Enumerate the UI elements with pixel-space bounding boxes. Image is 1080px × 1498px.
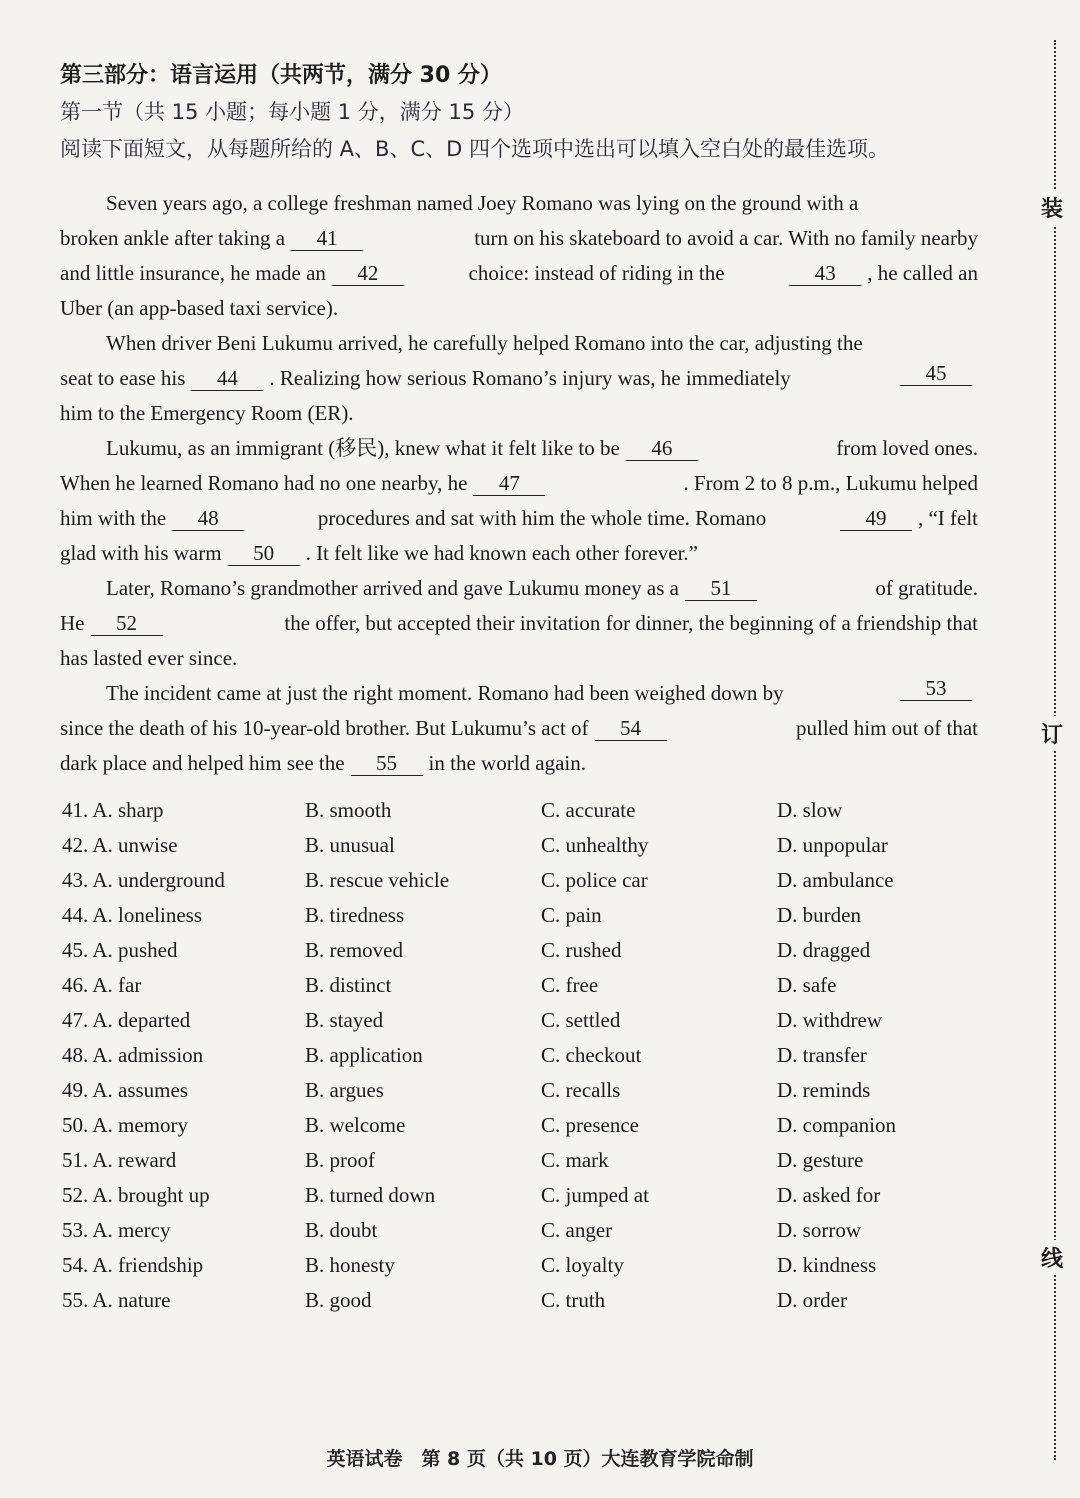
passage-line: Uber (an app-based taxi service).	[60, 296, 339, 320]
blank-44: 44	[191, 366, 263, 391]
page-footer: 英语试卷 第 8 页（共 10 页）大连教育学院命制	[326, 1448, 754, 1470]
passage-line: When he learned Romano had no one nearby, he 47 . From 2 to 8 p.m., Lukumu helped	[60, 471, 978, 495]
binding-label-zhuang: 装	[1041, 190, 1063, 225]
option-a[interactable]: 54. A. friendship	[62, 1253, 204, 1277]
option-d[interactable]: D. ambulance	[777, 868, 894, 892]
blank-41: 41	[291, 226, 363, 251]
passage-line: broken ankle after taking a 41 turn on his skateboard to avoid a car. With no family nearby	[60, 226, 978, 250]
option-a[interactable]: 55. A. nature	[62, 1288, 171, 1312]
option-c[interactable]: C. unhealthy	[541, 833, 649, 857]
option-d[interactable]: D. safe	[777, 973, 837, 997]
passage-line: glad with his warm 50 . It felt like we had known each other forever.”	[60, 541, 698, 565]
question-row	[62, 1108, 962, 1143]
option-b[interactable]: B. doubt	[305, 1218, 378, 1242]
option-d[interactable]: D. asked for	[777, 1183, 881, 1207]
option-b[interactable]: B. removed	[305, 938, 403, 962]
question-row	[62, 828, 962, 863]
option-c[interactable]: C. anger	[541, 1218, 613, 1242]
blank-47: 47	[473, 471, 545, 496]
passage-line: Seven years ago, a college freshman named Joey Romano was lying on the ground with a	[106, 191, 859, 215]
passage-line: He 52 the offer, but accepted their invitation for dinner, the beginning of a friendship that	[60, 611, 978, 635]
question-row	[62, 1248, 962, 1283]
question-row	[62, 1003, 962, 1038]
option-a[interactable]: 45. A. pushed	[62, 938, 178, 962]
passage-line: him with the 48 procedures and sat with him the whole time. Romano 49 , “I felt	[60, 506, 978, 530]
option-c[interactable]: C. loyalty	[541, 1253, 624, 1277]
option-c[interactable]: C. pain	[541, 903, 602, 927]
passage-line: seat to ease his 44 . Realizing how serious Romano’s injury was, he immediately 45	[60, 361, 978, 396]
option-d[interactable]: D. withdrew	[777, 1008, 882, 1032]
blank-42: 42	[332, 261, 404, 286]
option-d[interactable]: D. slow	[777, 798, 843, 822]
blank-55: 55	[351, 751, 423, 776]
option-b[interactable]: B. good	[305, 1288, 372, 1312]
option-a[interactable]: 42. A. unwise	[62, 833, 178, 857]
question-row	[62, 968, 962, 1003]
question-row	[62, 933, 962, 968]
option-b[interactable]: B. stayed	[305, 1008, 384, 1032]
blank-53: 53	[900, 676, 972, 701]
blank-43: 43	[789, 261, 861, 286]
option-b[interactable]: B. unusual	[305, 833, 395, 857]
blank-49: 49	[840, 506, 912, 531]
option-c[interactable]: C. truth	[541, 1288, 606, 1312]
option-c[interactable]: C. settled	[541, 1008, 621, 1032]
option-c[interactable]: C. rushed	[541, 938, 622, 962]
option-d[interactable]: D. companion	[777, 1113, 896, 1137]
question-row	[62, 793, 962, 828]
option-b[interactable]: B. smooth	[305, 798, 392, 822]
passage-line: Lukumu, as an immigrant (移民), knew what it felt like to be 46 from loved ones.	[106, 436, 978, 460]
option-b[interactable]: B. welcome	[305, 1113, 406, 1137]
option-b[interactable]: B. application	[305, 1043, 423, 1067]
passage-line: since the death of his 10-year-old brother. But Lukumu’s act of 54 pulled him out of that	[60, 716, 978, 740]
option-c[interactable]: C. jumped at	[541, 1183, 649, 1207]
option-c[interactable]: C. mark	[541, 1148, 609, 1172]
option-d[interactable]: D. kindness	[777, 1253, 877, 1277]
option-b[interactable]: B. rescue vehicle	[305, 868, 450, 892]
option-b[interactable]: B. tiredness	[305, 903, 405, 927]
question-row	[62, 1143, 962, 1178]
option-c[interactable]: C. checkout	[541, 1043, 642, 1067]
question-row	[62, 1073, 962, 1108]
option-a[interactable]: 44. A. loneliness	[62, 903, 202, 927]
option-b[interactable]: B. honesty	[305, 1253, 395, 1277]
option-d[interactable]: D. reminds	[777, 1078, 871, 1102]
option-c[interactable]: C. accurate	[541, 798, 636, 822]
binding-label-xian: 线	[1041, 1240, 1063, 1275]
section-title: 第三部分：语言运用（共两节，满分 30 分）	[60, 63, 502, 88]
option-a[interactable]: 46. A. far	[62, 973, 142, 997]
option-d[interactable]: D. order	[777, 1288, 847, 1312]
option-a[interactable]: 48. A. admission	[62, 1043, 204, 1067]
option-a[interactable]: 49. A. assumes	[62, 1078, 188, 1102]
question-row	[62, 1038, 962, 1073]
question-row	[62, 898, 962, 933]
passage-line: dark place and helped him see the 55 in the world again.	[60, 751, 587, 775]
blank-48: 48	[172, 506, 244, 531]
passage-line: Later, Romano’s grandmother arrived and gave Lukumu money as a 51 of gratitude.	[106, 576, 978, 600]
option-d[interactable]: D. dragged	[777, 938, 871, 962]
passage-line: has lasted ever since.	[60, 646, 238, 670]
option-b[interactable]: B. argues	[305, 1078, 384, 1102]
blank-54: 54	[595, 716, 667, 741]
option-a[interactable]: 43. A. underground	[62, 868, 225, 892]
option-a[interactable]: 47. A. departed	[62, 1008, 191, 1032]
passage-line: When driver Beni Lukumu arrived, he carefully helped Romano into the car, adjusting the	[106, 331, 863, 355]
option-d[interactable]: D. gesture	[777, 1148, 864, 1172]
question-row	[62, 863, 962, 898]
blank-52: 52	[91, 611, 163, 636]
option-a[interactable]: 53. A. mercy	[62, 1218, 171, 1242]
answer-options	[62, 793, 962, 1318]
option-b[interactable]: B. distinct	[305, 973, 392, 997]
blank-45: 45	[900, 361, 972, 386]
blank-51: 51	[685, 576, 757, 601]
option-d[interactable]: D. transfer	[777, 1043, 867, 1067]
subsection-title: 第一节（共 15 小题；每小题 1 分，满分 15 分）	[60, 100, 524, 124]
option-d[interactable]: D. unpopular	[777, 833, 888, 857]
question-row	[62, 1178, 962, 1213]
option-c[interactable]: C. presence	[541, 1113, 639, 1137]
binding-label-ding: 订	[1041, 716, 1063, 751]
passage-line: him to the Emergency Room (ER).	[60, 401, 354, 425]
blank-46: 46	[626, 436, 698, 461]
option-d[interactable]: D. sorrow	[777, 1218, 861, 1242]
instructions: 阅读下面短文，从每题所给的 A、B、C、D 四个选项中选出可以填入空白处的最佳选项。	[60, 137, 889, 161]
option-a[interactable]: 52. A. brought up	[62, 1183, 210, 1207]
option-c[interactable]: C. police car	[541, 868, 648, 892]
option-a[interactable]: 51. A. reward	[62, 1148, 177, 1172]
option-c[interactable]: C. free	[541, 973, 599, 997]
option-a[interactable]: 41. A. sharp	[62, 798, 164, 822]
option-b[interactable]: B. proof	[305, 1148, 375, 1172]
passage-line: and little insurance, he made an 42 choice: instead of riding in the 43 , he called an	[60, 261, 978, 285]
cloze-passage	[60, 186, 978, 781]
question-row	[62, 1213, 962, 1248]
question-row	[62, 1283, 962, 1318]
option-d[interactable]: D. burden	[777, 903, 861, 927]
blank-50: 50	[228, 541, 300, 566]
option-a[interactable]: 50. A. memory	[62, 1113, 188, 1137]
passage-line: The incident came at just the right moment. Romano had been weighed down by 53	[60, 676, 978, 711]
option-c[interactable]: C. recalls	[541, 1078, 621, 1102]
option-b[interactable]: B. turned down	[305, 1183, 436, 1207]
